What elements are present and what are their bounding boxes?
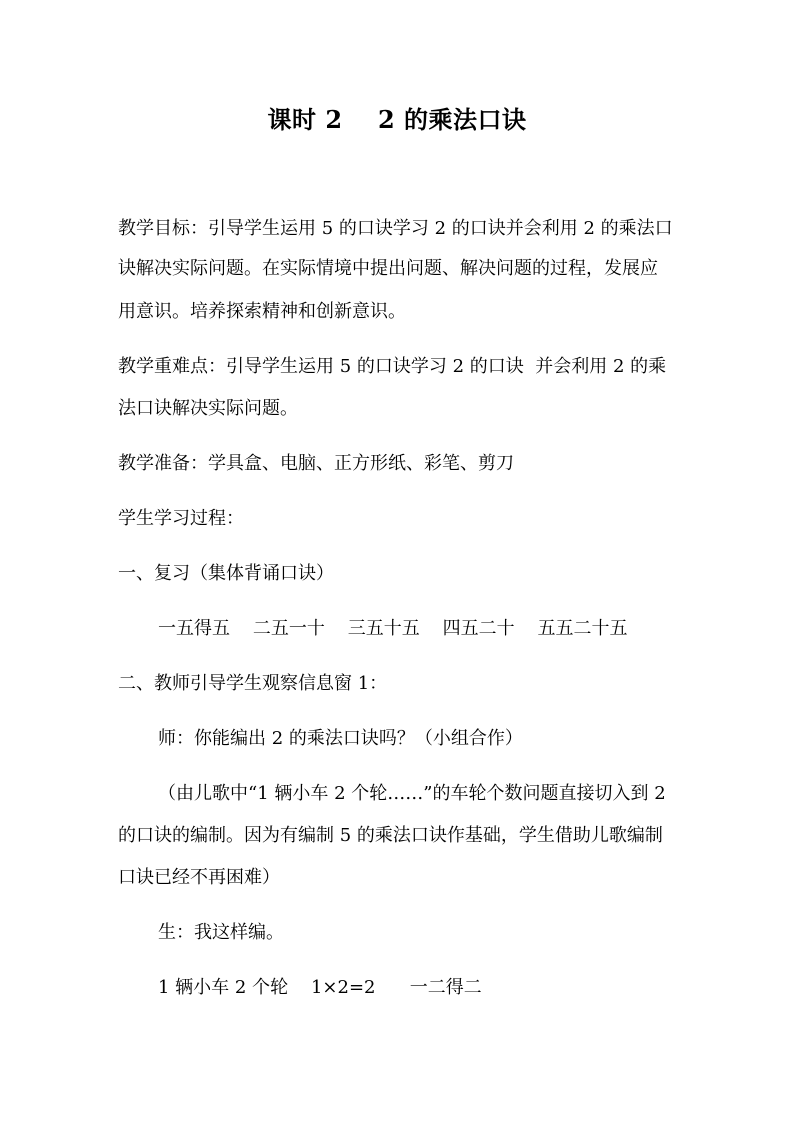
page-title: 课时 2 2 的乘法口诀 xyxy=(267,105,527,134)
process-heading: 学生学习过程： xyxy=(118,508,244,529)
section-observe-heading: 二、教师引导学生观察信息窗 1： xyxy=(118,673,388,694)
rhyme-example-line: 1 辆小车 2 个轮 1×2=2 一二得二 xyxy=(158,977,482,998)
objective-line-1: 教学目标：引导学生运用 5 的口诀学习 2 的口诀并会利用 2 的乘法口 xyxy=(118,218,673,239)
note-line-1: （由儿歌中“1 辆小车 2 个轮……”的车轮个数问题直接切入到 2 xyxy=(158,783,666,804)
section-review-heading: 一、复习（集体背诵口诀） xyxy=(118,563,334,584)
preparation-line: 教学准备：学具盒、电脑、正方形纸、彩笔、剪刀 xyxy=(118,453,514,474)
key-difficulty-line-1: 教学重难点：引导学生运用 5 的口诀学习 2 的口诀 并会利用 2 的乘 xyxy=(118,356,667,377)
key-difficulty-line-2: 法口诀解决实际问题。 xyxy=(118,398,298,419)
objective-line-3: 用意识。培养探索精神和创新意识。 xyxy=(118,301,406,322)
teacher-question-line: 师：你能编出 2 的乘法口诀吗？（小组合作） xyxy=(158,728,523,749)
note-line-2: 的口诀的编制。因为有编制 5 的乘法口诀作基础，学生借助儿歌编制 xyxy=(118,825,663,846)
note-line-3: 口诀已经不再困难） xyxy=(118,867,280,888)
student-answer-line: 生：我这样编。 xyxy=(158,922,284,943)
review-rhymes-line: 一五得五 二五一十 三五十五 四五二十 五五二十五 xyxy=(158,618,628,639)
objective-line-2: 诀解决实际问题。在实际情境中提出问题、解决问题的过程，发展应 xyxy=(118,258,658,279)
